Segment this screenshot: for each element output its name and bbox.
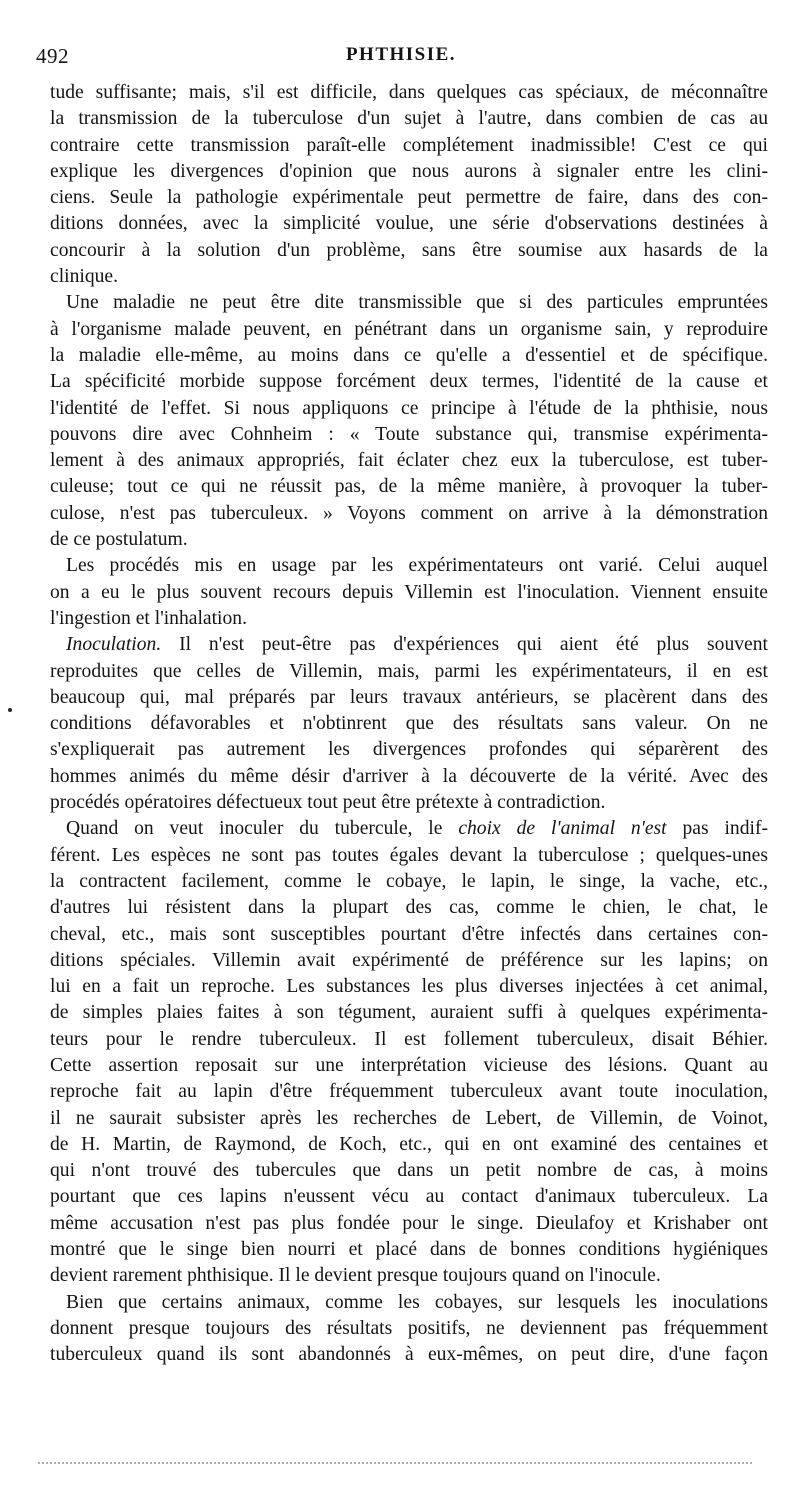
text-line: Une maladie ne peut être dite transmissible que si des particules empruntées	[66, 292, 768, 314]
text-line	[50, 816, 768, 842]
text-line: de ce postulatum.	[50, 529, 188, 551]
text-line: la contractent facilement, comme le cobaye, le lapin, le singe, la vache, etc.,	[50, 870, 768, 892]
text-line: hommes animés du même désir d'arriver à la découverte de la vérité. Avec des	[50, 765, 768, 787]
paragraph	[50, 1290, 768, 1369]
text-line: La spécificité morbide suppose forcément deux termes, l'identité de la cause et	[50, 371, 768, 393]
text-line: beaucoup qui, mal préparés par leurs travaux antérieurs, se placèrent dans des	[50, 686, 768, 708]
text-line: explique les divergences d'opinion que nous aurons à signaler entre les clini-	[50, 160, 768, 182]
text-line: tude suffisante; mais, s'il est difficile, dans quelques cas spéciaux, de méconnaître	[50, 82, 768, 103]
text-line: donnent presque toujours des résultats positifs, ne deviennent pas fréquemment	[50, 1317, 768, 1339]
text-line: ditions spéciales. Villemin avait expérimenté de préférence sur les lapins; on	[50, 949, 768, 971]
page-number: 492	[36, 44, 69, 68]
text-line: clinique.	[50, 266, 119, 288]
text-line: conditions défavorables et n'obtinrent que des résultats sans valeur. On ne	[50, 713, 768, 735]
text-line: culose, n'est pas tuberculeux. » Voyons comment on arrive à la démonstration	[50, 502, 768, 524]
text-line: à l'organisme malade peuvent, en pénétrant dans un organisme sain, y reproduire	[50, 318, 768, 340]
text-line: teurs pour le rendre tuberculeux. Il est follement tuberculeux, disait Béhier.	[50, 1028, 768, 1050]
margin-ink-speck	[8, 708, 12, 712]
text-line: il ne saurait subsister après les recherches de Lebert, de Villemin, de Voinot,	[50, 1107, 768, 1129]
text-line: Les procédés mis en usage par les expérimentateurs ont varié. Celui auquel	[66, 555, 768, 577]
text-run: Quand on veut inoculer du tubercule, le	[66, 818, 459, 840]
text-line: l'ingestion et l'inhalation.	[50, 607, 247, 629]
text-line	[50, 632, 768, 658]
text-line: s'expliquerait pas autrement les divergences profondes qui séparèrent des	[50, 739, 768, 761]
text-line: cheval, etc., mais sont susceptibles pourtant d'être infectés dans certaines con-	[50, 923, 768, 945]
text-line: même accusation n'est pas plus fondée pour le singe. Dieulafoy et Krishaber ont	[50, 1212, 768, 1234]
text-line: de simples plaies faites à son tégument, auraient suffi à quelques expérimenta-	[50, 1002, 768, 1024]
text-line: d'autres lui résistent dans la plupart des cas, comme le chien, le chat, le	[50, 897, 768, 919]
text-line: lement à des animaux appropriés, fait éclater chez eux la tuberculose, est tuber-	[50, 450, 768, 472]
text-line: procédés opératoires défectueux tout peut être prétexte à contradiction.	[50, 792, 606, 814]
paragraph	[50, 290, 768, 553]
text-line: pourtant que ces lapins n'eussent vécu au contact d'animaux tuberculeux. La	[50, 1186, 768, 1208]
text-line: on a eu le plus souvent recours depuis Villemin est l'inoculation. Viennent ensuite	[50, 581, 768, 603]
paragraph	[50, 816, 768, 1289]
text-line: férent. Les espèces ne sont pas toutes égales devant la tuberculose ; quelques-unes	[50, 844, 768, 866]
paragraph	[50, 80, 768, 290]
text-line: de H. Martin, de Raymond, de Koch, etc., qui en ont examiné des centaines et	[50, 1133, 768, 1155]
text-line: Bien que certains animaux, comme les cobayes, sur lesquels les inoculations	[66, 1291, 768, 1313]
body-text	[50, 80, 768, 1369]
text-line: la transmission de la tuberculose d'un sujet à l'autre, dans combien de cas au	[50, 108, 768, 130]
text-line: la maladie elle-même, au moins dans ce qu'elle a d'essentiel et de spécifique.	[50, 344, 768, 366]
text-line: lui en a fait un reproche. Les substances les plus diverses injectées à cet animal,	[50, 976, 768, 998]
text-run: Il n'est peut-être pas d'expériences qui aient été plus souvent	[161, 634, 768, 656]
emphasis-run: choix de l'animal n'est	[458, 818, 667, 840]
text-line: ditions données, avec la simplicité voulue, une série d'observations destinées à	[50, 213, 768, 235]
paragraph	[50, 553, 768, 632]
text-line: contraire cette transmission paraît-elle complétement inadmissible! C'est ce qui	[50, 134, 768, 156]
text-line: concourir à la solution d'un problème, sans être soumise aux hasards de la	[50, 239, 768, 261]
text-line: montré que le singe bien nourri et placé dans de bonnes conditions hygiéniques	[50, 1239, 768, 1261]
text-line: ciens. Seule la pathologie expérimentale peut permettre de faire, dans des con-	[50, 187, 768, 209]
text-line: qui n'ont trouvé des tubercules que dans un petit nombre de cas, à moins	[50, 1160, 768, 1182]
section-run-in-title: Inoculation.	[66, 634, 162, 656]
text-line: pouvons dire avec Cohnheim : « Toute substance qui, transmise expérimenta-	[50, 423, 768, 445]
page-header	[36, 44, 766, 78]
running-head: PHTHISIE.	[345, 44, 457, 65]
text-line: reproduites que celles de Villemin, mais, parmi les expérimentateurs, il en est	[50, 660, 768, 682]
text-line: tuberculeux quand ils sont abandonnés à eux-mêmes, on peut dire, d'une façon	[50, 1344, 768, 1366]
footer-dotted-rule	[38, 1462, 752, 1464]
text-line: devient rarement phthisique. Il le devient presque toujours quand on l'inocule.	[50, 1265, 661, 1287]
text-line: Cette assertion reposait sur une interprétation vicieuse des lésions. Quant au	[50, 1054, 768, 1076]
text-line: culeuse; tout ce qui ne réussit pas, de la même manière, à provoquer la tuber-	[50, 476, 768, 498]
text-line: l'identité de l'effet. Si nous appliquons ce principe à l'étude de la phthisie, nous	[50, 397, 768, 419]
text-line: reproche fait au lapin d'être fréquemment tuberculeux avant toute inoculation,	[50, 1081, 768, 1103]
paragraph-inoculation	[50, 632, 768, 816]
text-run: pas indif-	[666, 818, 769, 840]
